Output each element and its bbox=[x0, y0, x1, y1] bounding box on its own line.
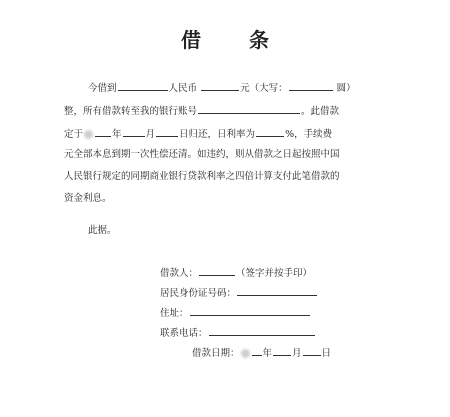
redacted-date-mark bbox=[241, 349, 250, 358]
body-line-1 bbox=[88, 81, 356, 94]
daily-rate-blank[interactable] bbox=[256, 127, 284, 137]
text-yuan-uppercase: 元（大写： bbox=[240, 83, 288, 94]
document-title: 借 条 bbox=[181, 28, 283, 52]
borrower-signature-blank[interactable] bbox=[199, 266, 235, 276]
due-year-blank[interactable] bbox=[95, 127, 111, 137]
address-blank[interactable] bbox=[190, 306, 310, 316]
text-percent-fee: %，手续费 bbox=[285, 129, 333, 140]
redacted-mark bbox=[84, 130, 93, 139]
text-this-loan: 。此借款 bbox=[301, 106, 340, 117]
phone-row bbox=[160, 326, 316, 339]
body-line-2 bbox=[64, 104, 339, 117]
address-label: 住址： bbox=[160, 308, 189, 319]
id-number-blank[interactable] bbox=[237, 286, 317, 296]
loan-month-blank[interactable] bbox=[273, 346, 291, 356]
phone-blank[interactable] bbox=[209, 326, 315, 336]
text-rmb: 人民币 bbox=[168, 83, 198, 94]
text-loan-month: 月 bbox=[292, 348, 302, 359]
lender-name-blank[interactable] bbox=[118, 81, 168, 91]
bank-account-blank[interactable] bbox=[198, 104, 300, 114]
loan-date-row bbox=[192, 346, 331, 359]
due-day-blank[interactable] bbox=[156, 127, 178, 137]
body-line-3 bbox=[64, 127, 332, 140]
address-row bbox=[160, 306, 311, 319]
id-number-label: 居民身份证号码： bbox=[160, 288, 237, 299]
amount-uppercase-blank[interactable] bbox=[289, 81, 333, 91]
text-repay-rate: 日归还，日利率为 bbox=[179, 129, 256, 140]
body-line-4: 元全部本息到期一次性偿还清。如违约，则从借款之日起按照中国 bbox=[64, 149, 340, 160]
loan-year-blank[interactable] bbox=[252, 346, 262, 356]
loan-date-label: 借款日期： bbox=[192, 348, 240, 359]
loan-day-blank[interactable] bbox=[303, 346, 321, 356]
text-due-on: 定于 bbox=[64, 129, 84, 140]
phone-label: 联系电话： bbox=[160, 328, 208, 339]
due-month-blank[interactable] bbox=[123, 127, 145, 137]
borrower-label: 借款人： bbox=[160, 268, 199, 279]
text-bank-account: 整，所有借款转至我的银行账号 bbox=[64, 106, 198, 117]
text-borrowed-from: 今借到 bbox=[88, 83, 117, 94]
body-line-6: 资金利息。 bbox=[64, 193, 112, 204]
text-yuan-close: 圆） bbox=[336, 83, 356, 94]
text-year: 年 bbox=[112, 129, 122, 140]
borrower-row bbox=[160, 266, 312, 279]
amount-blank[interactable] bbox=[201, 81, 239, 91]
text-loan-year: 年 bbox=[262, 348, 273, 359]
text-loan-day: 日 bbox=[321, 348, 332, 359]
id-number-row bbox=[160, 286, 318, 299]
text-month: 月 bbox=[145, 129, 156, 140]
body-line-5: 人民银行规定的同期商业银行贷款利率之四倍计算支付此笔借款的 bbox=[64, 171, 340, 182]
closing-text: 此据。 bbox=[88, 225, 117, 236]
borrower-note: （签字并按手印） bbox=[236, 268, 313, 279]
